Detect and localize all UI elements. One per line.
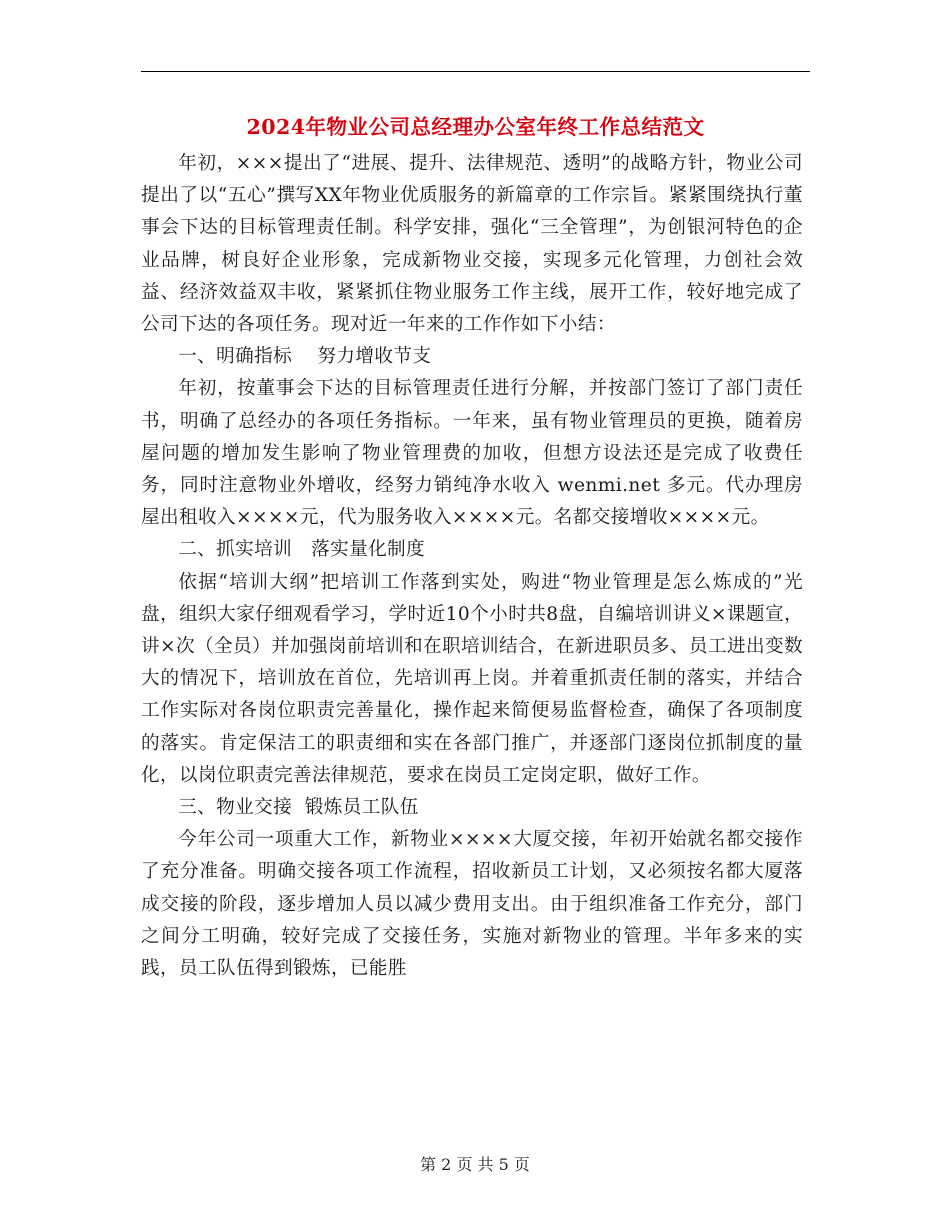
section-2-heading: 二、抓实培训 落实量化制度	[178, 539, 426, 561]
document-title: 2024年物业公司总经理办公室年终工作总结范文	[246, 115, 705, 139]
intro-paragraph: 年初，×××提出了“进展、提升、法律规范、透明”的战略方针，物业公司提出了以“五心”撰写XX年物业优质服务的新篇章的工作宗旨。紧紧围绕执行董事会下达的目标管理责任制。科学安排，强化“三全管理”，为创银河特色的企业品牌，树良好企业形象，完成新物业交接，实现多元化管理，力创社会效益、经济效益双丰收，紧紧抓住物业服务工作主线，展开工作，较好地完成了公司下达的各项任务。现对近一年来的工作作如下小结：	[141, 153, 803, 336]
section-3-heading: 三、物业交接 锻炼员工队伍	[178, 797, 419, 819]
page-number-footer: 第 2 页 共 5 页	[420, 1155, 530, 1174]
section-3-paragraph: 今年公司一项重大工作，新物业××××大厦交接，年初开始就名都交接作了充分准备。明确交接各项工作流程，招收新员工计划，又必须按名都大厦落成交接的阶段，逐步增加人员以减少费用支出。由于组织准备工作充分，部门之间分工明确，较好完成了交接任务，实施对新物业的管理。半年多来的实践，员工队伍得到锻炼，已能胜	[141, 829, 803, 980]
header-rule	[141, 71, 810, 72]
section-1-heading: 一、明确指标 努力增收节支	[178, 346, 432, 368]
document-body	[141, 148, 803, 985]
section-2-paragraph: 依据“培训大纲”把培训工作落到实处，购进“物业管理是怎么炼成的”光盘，组织大家仔细观看学习，学时近10个小时共8盘，自编培训讲义×课题宣，讲×次（全员）并加强岗前培训和在职培训结合，在新进职员多、员工进出变数大的情况下，培训放在首位，先培训再上岗。并着重抓责任制的落实，并结合工作实际对各岗位职责完善量化，操作起来简便易监督检查，确保了各项制度的落实。肯定保洁工的职责细和实在各部门推广，并逐部门逐岗位抓制度的量化，以岗位职责完善法律规范，要求在岗员工定岗定职，做好工作。	[141, 571, 803, 786]
section-1-paragraph: 年初，按董事会下达的目标管理责任进行分解，并按部门签订了部门责任书，明确了总经办的各项任务指标。一年来，虽有物业管理员的更换，随着房屋问题的增加发生影响了物业管理费的加收，但想方设法还是完成了收费任务，同时注意物业外增收，经努力销纯净水收入 wenmi.net 多元。代办理房屋出租收入××××元，代为服务收入××××元。名都交接增收××××元。	[141, 378, 803, 529]
